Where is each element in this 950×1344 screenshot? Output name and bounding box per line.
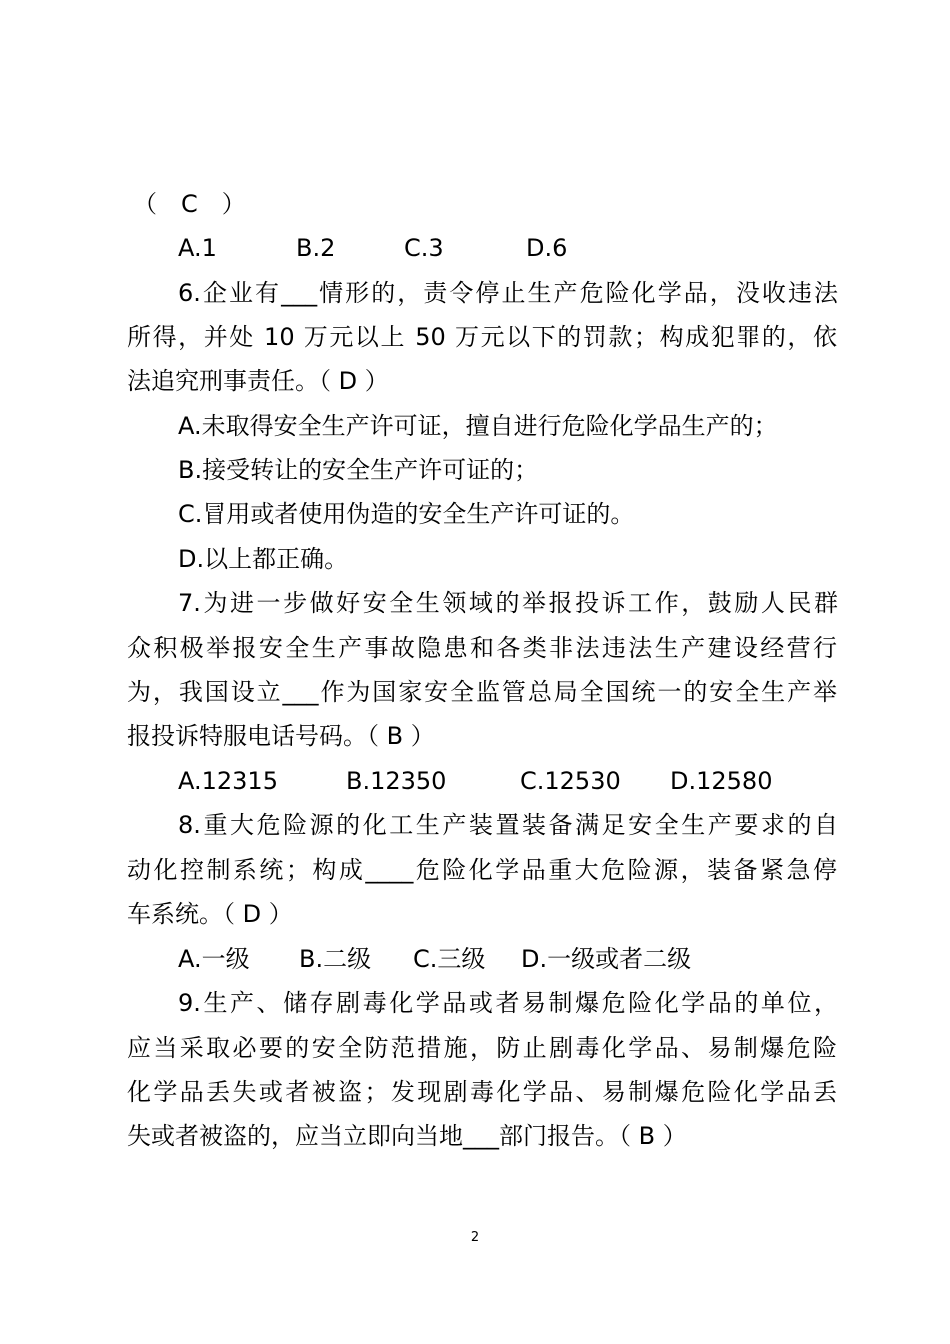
- question-8-line-2: 动化控制系统；构成____危险化学品重大危险源，装备紧急停: [127, 856, 837, 884]
- question-7-line-1: 7.为进一步做好安全生领域的举报投诉工作，鼓励人民群: [178, 589, 838, 617]
- question-9-line-3: 化学品丢失或者被盗；发现剧毒化学品、易制爆危险化学品丢: [127, 1078, 837, 1106]
- question-9-line-4: 失或者被盗的，应当立即向当地___部门报告。（ B ）: [127, 1122, 687, 1150]
- question-7-line-4: 报投诉特服电话号码。（ B ）: [127, 722, 435, 750]
- question-8-line-1: 8.重大危险源的化工生产装置装备满足安全生产要求的自: [178, 811, 838, 839]
- answer-q5: （ C ）: [133, 190, 246, 218]
- option-b: B.12350: [346, 767, 447, 795]
- option-b: B.二级: [299, 945, 372, 973]
- option-c: C.三级: [413, 945, 486, 973]
- option-6a: A.未取得安全生产许可证，擅自进行危险化学品生产的；: [178, 412, 778, 440]
- question-7-line-2: 众积极举报安全生产事故隐患和各类非法违法生产建设经营行: [127, 634, 837, 662]
- question-6-line-1: 6.企业有___情形的，责令停止生产危险化学品，没收违法: [178, 279, 838, 307]
- option-a: A.12315: [178, 767, 278, 795]
- option-d: D.12580: [670, 767, 773, 795]
- question-9-line-1: 9.生产、储存剧毒化学品或者易制爆危险化学品的单位，: [178, 989, 838, 1017]
- question-9-line-2: 应当采取必要的安全防范措施，防止剧毒化学品、易制爆危险: [127, 1034, 837, 1062]
- options-q5: [178, 233, 838, 263]
- option-c: C.3: [404, 234, 444, 262]
- options-q7: [178, 766, 838, 796]
- option-6d: D.以上都正确。: [178, 545, 349, 573]
- option-a: A.1: [178, 234, 217, 262]
- option-6b: B.接受转让的安全生产许可证的；: [178, 456, 539, 484]
- option-c: C.12530: [520, 767, 621, 795]
- option-d: D.6: [526, 234, 568, 262]
- option-a: A.一级: [178, 945, 250, 973]
- options-q8: [178, 944, 838, 974]
- question-8-line-3: 车系统。（ D ）: [127, 900, 293, 928]
- question-7-line-3: 为，我国设立___作为国家安全监管总局全国统一的安全生产举: [127, 678, 837, 706]
- page-number: 2: [470, 1230, 480, 1245]
- option-6c: C.冒用或者使用伪造的安全生产许可证的。: [178, 500, 635, 528]
- option-d: D.一级或者二级: [521, 945, 692, 973]
- question-6-line-2: 所得，并处 10 万元以上 50 万元以下的罚款；构成犯罪的，依: [127, 323, 837, 351]
- option-b: B.2: [296, 234, 336, 262]
- question-6-line-3: 法追究刑事责任。（ D ）: [127, 367, 389, 395]
